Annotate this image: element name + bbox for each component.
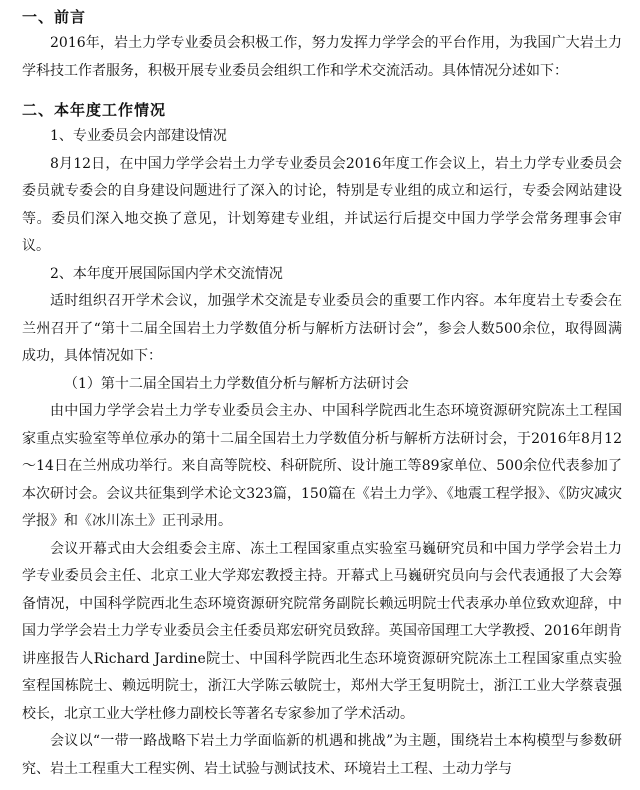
conference-paragraph-1: 由中国力学学会岩土力学专业委员会主办、中国科学院西北生态环境资源研究院冻土工程国家重点实验室等单位承办的第十二届全国岩土力学数值分析与解析方法研讨会，于2016年8月12～14日在兰州成功举行。来自高等院校、科研院所、设计施工等89家单位、500余位代表参加了本次研讨会。会议共征集到学术论文323篇，150篇在《岩土力学》、《地震工程学报》、《防灾减灾学报》和《冰川冻土》正刊录用。 [22,403,622,529]
section-heading-work: 二、本年度工作情况 [22,101,167,119]
intro-paragraph: 2016年，岩土力学专业委员会积极工作，努力发挥力学学会的平台作用，为我国广大岩土力学科技工作者服务，积极开展专业委员会组织工作和学术交流活动。具体情况分述如下： [22,35,622,79]
subsection-heading-internal: 1、专业委员会内部建设情况 [50,128,227,144]
academic-exchange-paragraph: 适时组织召开学术会议，加强学术交流是专业委员会的重要工作内容。本年度岩土专委会在兰州召开了“第十二届全国岩土力学数值分析与解析方法研讨会”，参会人数500余位，取得圆满成功，具体情况如下： [22,293,622,364]
conference-paragraph-2: 会议开幕式由大会组委会主席、冻土工程国家重点实验室马巍研究员和中国力学学会岩土力学专业委员会主任、北京工业大学郑宏教授主持。开幕式上马巍研究员向与会代表通报了大会筹备情况，中国科学院西北生态环境资源研究院常务副院长赖远明院士代表承办单位致欢迎辞，中国力学学会岩土力学专业委员会主任委员郑宏研究员致辞。英国帝国理工大学教授、2016年朗肯讲座报告人Richard Jardine院士、中国科学院西北生态环境资源研究院冻土工程国家重点实验室程国栋院士、赖远明院士，浙江大学陈云敏院士，郑州大学王复明院士，浙江工业大学蔡袁强校长，北京工业大学杜修力副校长等著名专家参加了学术活动。 [22,540,622,722]
conference-heading: （1）第十二届全国岩土力学数值分析与解析方法研讨会 [64,375,409,392]
section-heading-intro: 一、前言 [22,8,87,26]
subsection-heading-exchange: 2、本年度开展国际国内学术交流情况 [50,265,283,282]
conference-paragraph-3: 会议以“一带一路战略下岩土力学面临新的机遇和挑战”为主题，围绕岩土本构模型与参数研究、岩土工程重大工程实例、岩土试验与测试技术、环境岩土工程、土动力学与 [22,733,622,777]
internal-construction-paragraph: 8月12日，在中国力学学会岩土力学专业委员会2016年度工作会议上，岩土力学专业委员会委员就专委会的自身建设问题进行了深入的讨论，特别是专业组的成立和运行，专委会网站建设等。委员们深入地交换了意见，计划筹建专业组，并试运行后提交中国力学学会常务理事会审议。 [22,155,622,254]
